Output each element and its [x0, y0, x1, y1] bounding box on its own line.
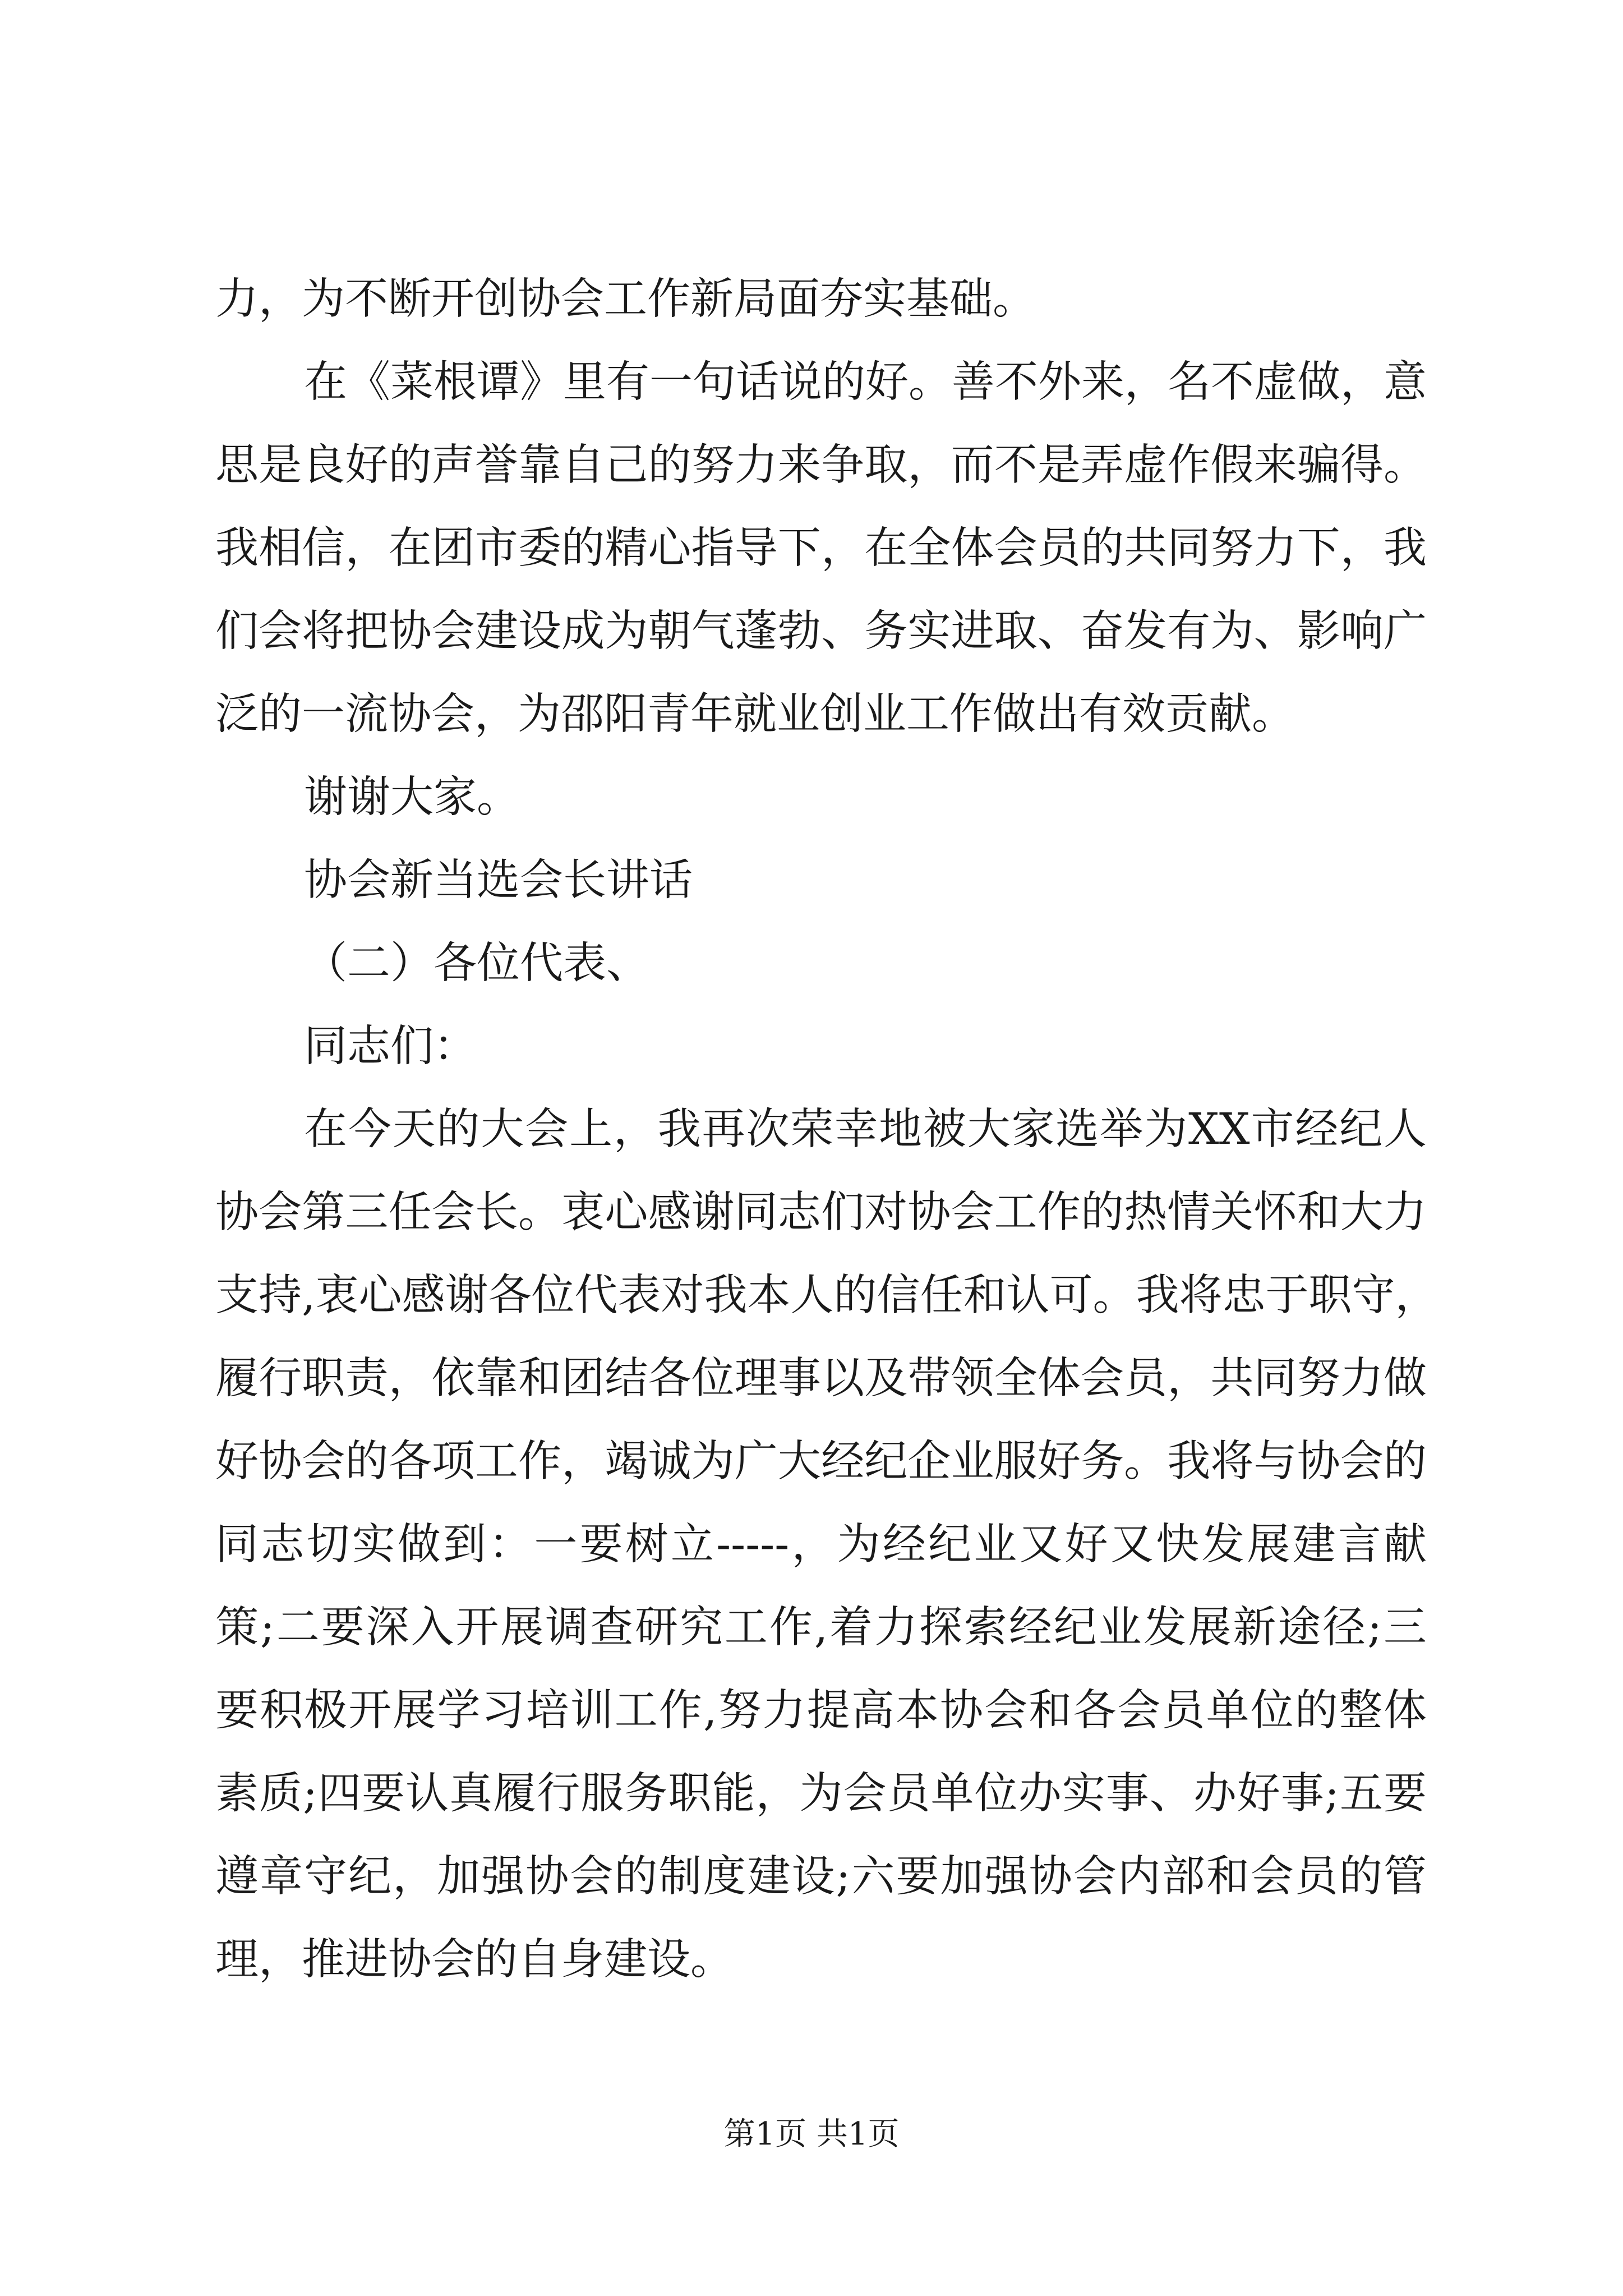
text-line: 同志切实做到：一要树立-----，为经纪业又好又快发展建言献 [215, 1520, 1427, 1570]
text-line: 泛的一流协会，为邵阳青年就业创业工作做出有效贡献。 [215, 689, 1295, 739]
section-heading: 协会新当选会长讲话 [304, 855, 693, 905]
text-line: 理，推进协会的自身建设。 [215, 1935, 734, 1985]
text-line: 支持,衷心感谢各位代表对我本人的信任和认可。我将忠于职守， [215, 1271, 1438, 1320]
document-body [215, 258, 1438, 2001]
text-line: 在今天的大会上，我再次荣幸地被大家选举为XX市经纪人 [304, 1105, 1427, 1154]
text-line: 们会将把协会建设成为朝气蓬勃、务实进取、奋发有为、影响广 [215, 606, 1427, 656]
text-line: （二）各位代表、 [304, 938, 649, 988]
text-line: 同志们： [304, 1022, 477, 1071]
text-line: 力，为不断开创协会工作新局面夯实基础。 [215, 274, 1036, 324]
text-line: 好协会的各项工作，竭诚为广大经纪企业服好务。我将与协会的 [215, 1437, 1427, 1487]
text-line: 在《菜根谭》里有一句话说的好。善不外来，名不虚做，意 [304, 357, 1427, 407]
text-line: 策;二要深入开展调查研究工作,着力探索经纪业发展新途径;三 [215, 1603, 1427, 1653]
text-line: 要积极开展学习培训工作,努力提高本协会和各会员单位的整体 [215, 1686, 1427, 1736]
page-number: 第1页 共1页 [723, 2116, 900, 2152]
text-line: 素质;四要认真履行服务职能，为会员单位办实事、办好事;五要 [215, 1769, 1427, 1819]
text-line: 思是良好的声誉靠自己的努力来争取，而不是弄虚作假来骗得。 [215, 440, 1427, 490]
text-line: 履行职责，依靠和团结各位理事以及带领全体会员，共同努力做 [215, 1354, 1427, 1404]
text-line: 谢谢大家。 [304, 772, 520, 822]
text-line: 我相信，在团市委的精心指导下，在全体会员的共同努力下，我 [215, 523, 1427, 573]
text-line: 遵章守纪，加强协会的制度建设;六要加强协会内部和会员的管 [215, 1852, 1427, 1902]
text-line: 协会第三任会长。衷心感谢同志们对协会工作的热情关怀和大力 [215, 1188, 1427, 1237]
page-footer [0, 2115, 1623, 2154]
